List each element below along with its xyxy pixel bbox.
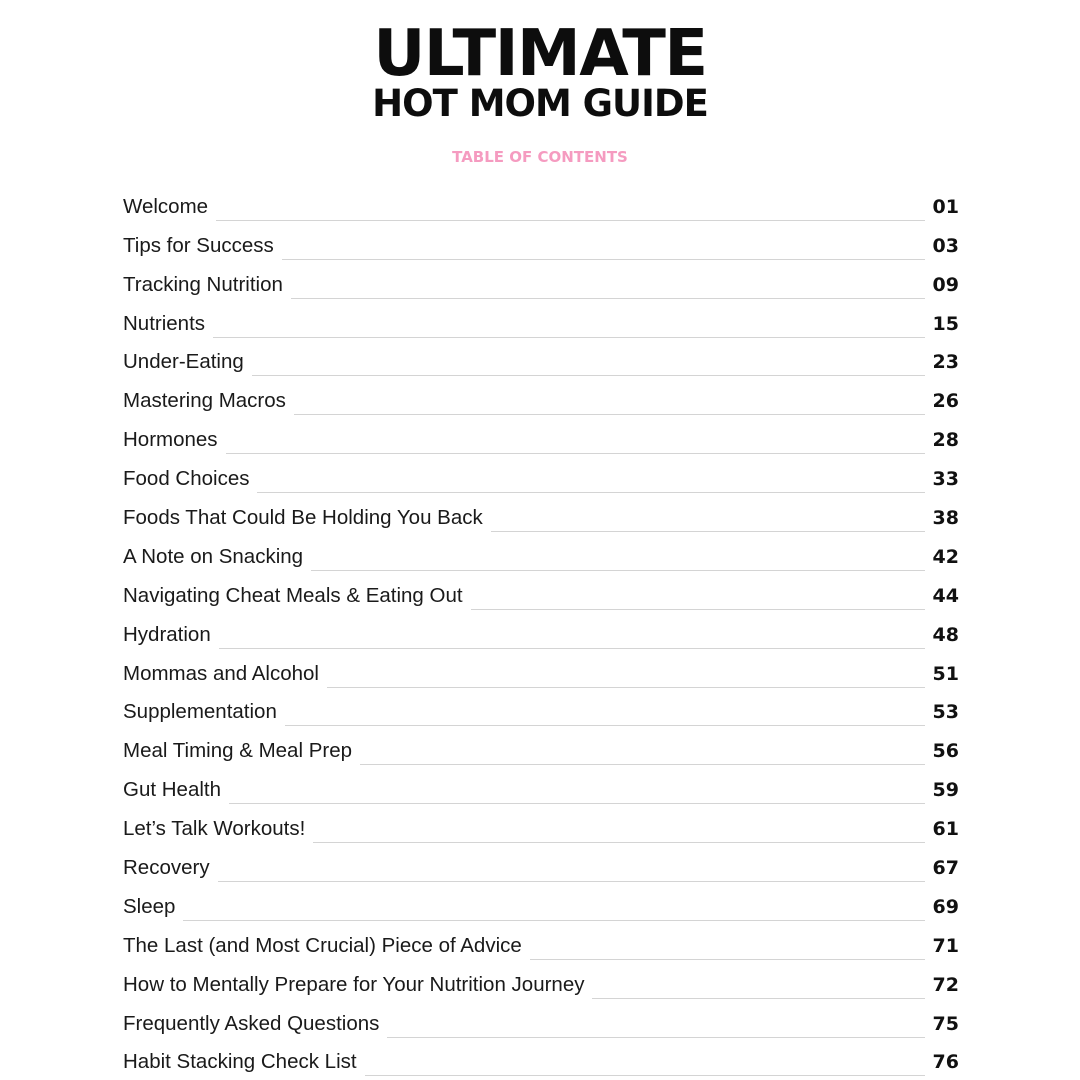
toc-entry[interactable]: [123, 186, 959, 225]
toc-entry-title: Recovery: [123, 856, 210, 880]
toc-page-number: 03: [932, 234, 959, 257]
toc-page-number: 23: [932, 351, 959, 374]
toc-page-number: 28: [932, 429, 959, 452]
toc-entry-title: Supplementation: [123, 700, 277, 724]
toc-leader-line: [219, 648, 925, 649]
toc-page-number: 72: [932, 973, 959, 996]
table-of-contents-list: [123, 186, 959, 1080]
toc-leader-line: [213, 337, 925, 338]
toc-entry-title: Mastering Macros: [123, 389, 286, 413]
toc-page-number: 53: [932, 701, 959, 724]
toc-entry[interactable]: [123, 264, 959, 303]
toc-entry-title: How to Mentally Prepare for Your Nutrition Journey: [123, 972, 585, 996]
toc-leader-line: [387, 1037, 924, 1038]
toc-leader-line: [311, 570, 924, 571]
table-of-contents-heading: TABLE OF CONTENTS: [452, 148, 628, 166]
toc-page-number: 44: [932, 584, 959, 607]
toc-entry[interactable]: [123, 614, 959, 653]
toc-page-number: 67: [932, 857, 959, 880]
toc-page-number: 33: [932, 468, 959, 491]
toc-entry[interactable]: [123, 225, 959, 264]
toc-entry-title: The Last (and Most Crucial) Piece of Advice: [123, 933, 522, 957]
toc-leader-line: [218, 881, 925, 882]
document-title: [0, 17, 1080, 125]
toc-entry[interactable]: [123, 730, 959, 769]
toc-entry[interactable]: [123, 886, 959, 925]
toc-entry[interactable]: [123, 419, 959, 458]
toc-page-number: 26: [932, 390, 959, 413]
toc-entry-title: A Note on Snacking: [123, 544, 304, 568]
toc-entry-title: Habit Stacking Check List: [123, 1050, 357, 1074]
toc-entry-title: Let’s Talk Workouts!: [123, 817, 306, 841]
toc-page-number: 01: [932, 195, 959, 218]
toc-entry[interactable]: [123, 380, 959, 419]
toc-page-number: 61: [932, 818, 959, 841]
toc-leader-line: [360, 764, 925, 765]
toc-entry-title: Tips for Success: [123, 233, 274, 257]
toc-entry-title: Foods That Could Be Holding You Back: [123, 506, 483, 530]
toc-leader-line: [285, 725, 925, 726]
toc-entry[interactable]: [123, 536, 959, 575]
toc-leader-line: [530, 959, 925, 960]
toc-page-number: 76: [932, 1051, 959, 1074]
toc-entry-title: Meal Timing & Meal Prep: [123, 739, 353, 763]
toc-entry-title: Food Choices: [123, 467, 250, 491]
toc-page-number: 75: [932, 1012, 959, 1035]
toc-entry[interactable]: [123, 964, 959, 1003]
toc-page-number: 56: [932, 740, 959, 763]
toc-entry-title: Sleep: [123, 894, 176, 918]
toc-leader-line: [282, 259, 925, 260]
toc-leader-line: [313, 842, 924, 843]
toc-entry[interactable]: [123, 575, 959, 614]
toc-leader-line: [252, 375, 925, 376]
toc-leader-line: [216, 220, 924, 221]
toc-page-number: 38: [932, 507, 959, 530]
toc-page-number: 69: [932, 895, 959, 918]
toc-leader-line: [592, 998, 924, 999]
toc-entry[interactable]: [123, 1042, 959, 1080]
toc-leader-line: [294, 414, 925, 415]
toc-entry[interactable]: [123, 653, 959, 692]
toc-leader-line: [226, 453, 925, 454]
toc-entry-title: Tracking Nutrition: [123, 272, 283, 296]
toc-leader-line: [229, 803, 925, 804]
toc-leader-line: [291, 298, 925, 299]
title-line-ultimate: ULTIMATE: [373, 17, 707, 91]
toc-page-number: 09: [932, 273, 959, 296]
toc-entry-title: Navigating Cheat Meals & Eating Out: [123, 583, 463, 607]
toc-leader-line: [327, 687, 925, 688]
toc-entry-title: Nutrients: [123, 311, 206, 335]
toc-entry-title: Gut Health: [123, 778, 221, 802]
toc-entry-title: Frequently Asked Questions: [123, 1011, 380, 1035]
toc-page-number: 42: [932, 545, 959, 568]
title-line-hot-mom-guide: HOT MOM GUIDE: [372, 82, 708, 125]
toc-entry[interactable]: [123, 303, 959, 342]
toc-page-number: 51: [932, 662, 959, 685]
toc-leader-line: [365, 1075, 925, 1076]
toc-entry[interactable]: [123, 1003, 959, 1042]
toc-entry-title: Hydration: [123, 622, 211, 646]
toc-entry[interactable]: [123, 847, 959, 886]
toc-entry[interactable]: [123, 458, 959, 497]
toc-entry-title: Hormones: [123, 428, 218, 452]
toc-leader-line: [183, 920, 924, 921]
toc-entry-title: Welcome: [123, 194, 209, 218]
toc-entry[interactable]: [123, 342, 959, 381]
toc-entry[interactable]: [123, 769, 959, 808]
toc-entry-title: Under-Eating: [123, 350, 244, 374]
toc-leader-line: [471, 609, 925, 610]
toc-entry-title: Mommas and Alcohol: [123, 661, 319, 685]
toc-page-number: 59: [932, 779, 959, 802]
toc-leader-line: [491, 531, 925, 532]
toc-leader-line: [257, 492, 924, 493]
toc-entry[interactable]: [123, 808, 959, 847]
toc-entry[interactable]: [123, 692, 959, 731]
toc-entry[interactable]: [123, 497, 959, 536]
toc-page-number: 48: [932, 623, 959, 646]
toc-page-number: 71: [932, 934, 959, 957]
toc-entry[interactable]: [123, 925, 959, 964]
toc-page-number: 15: [932, 312, 959, 335]
